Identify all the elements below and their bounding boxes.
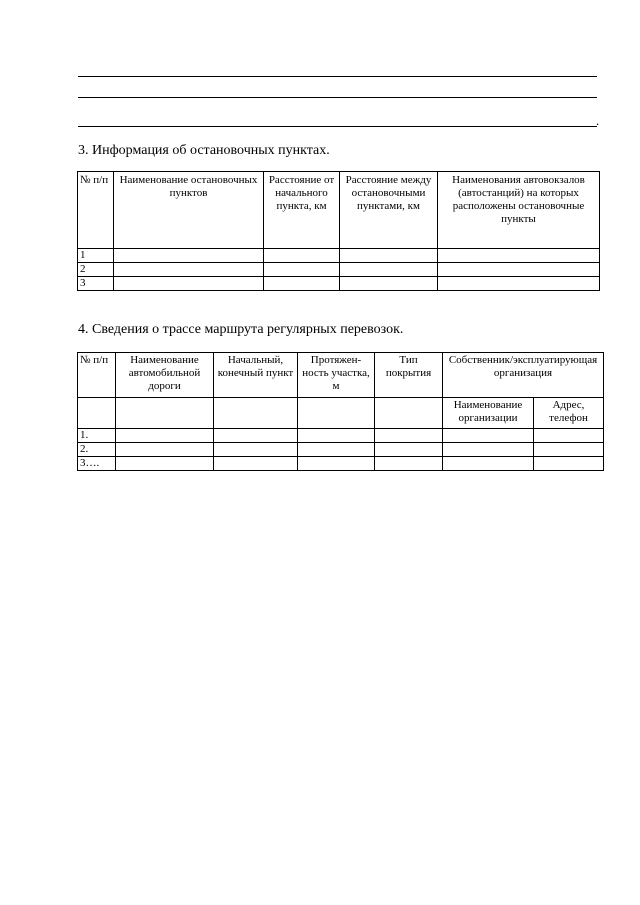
fill-line-3 [78, 126, 597, 127]
line-end-mark: . [596, 113, 600, 128]
row-number: 3 [78, 277, 114, 291]
table-cell [264, 277, 340, 291]
table-cell [375, 443, 443, 457]
table-cell [264, 263, 340, 277]
header-stop-name: Наименование остановочных пунктов [114, 172, 264, 249]
header-road-name: Наименование автомобильной дороги [116, 353, 214, 398]
route-table [77, 352, 604, 471]
header-distance-from-start: Расстояние от начального пункта, км [264, 172, 340, 249]
table-cell [438, 277, 600, 291]
table-cell [114, 249, 264, 263]
table-cell [214, 398, 298, 429]
table-cell [375, 429, 443, 443]
table-row [78, 443, 604, 457]
header-bus-stations: Наименования автовокзалов (автостанций) на которых расположены остановочные пункты [438, 172, 600, 249]
table-cell [438, 263, 600, 277]
table-cell [298, 398, 375, 429]
header-distance-between: Расстояние между остановочными пунктами, км [340, 172, 438, 249]
table-cell [375, 457, 443, 471]
table-cell [340, 277, 438, 291]
table-row [78, 263, 600, 277]
table-cell [298, 429, 375, 443]
table-cell [443, 457, 534, 471]
row-number: 2 [78, 263, 114, 277]
table-cell [116, 429, 214, 443]
table-row [78, 429, 604, 443]
section-3-heading: 3. Информация об остановочных пунктах. [78, 143, 330, 158]
row-number: 1 [78, 249, 114, 263]
row-number: 2. [78, 443, 116, 457]
fill-line-1 [78, 76, 597, 77]
table-cell [116, 443, 214, 457]
table-cell [438, 249, 600, 263]
table-cell [340, 263, 438, 277]
header-surface-type: Тип покрытия [375, 353, 443, 398]
table-cell [114, 277, 264, 291]
table-cell [298, 457, 375, 471]
table-cell [214, 457, 298, 471]
table-cell [116, 457, 214, 471]
table-cell [114, 263, 264, 277]
header-owner-organization: Собственник/эксплуатирующая организация [443, 353, 604, 398]
stops-table [77, 171, 600, 291]
row-number: 1. [78, 429, 116, 443]
header-section-length: Протяжен-ность участка, м [298, 353, 375, 398]
header-number: № п/п [78, 353, 116, 398]
table-cell [116, 398, 214, 429]
table-cell [214, 429, 298, 443]
route-table-header [78, 353, 604, 398]
table-cell [264, 249, 340, 263]
table-cell [534, 443, 604, 457]
stops-table-header [78, 172, 600, 249]
section-4-heading: 4. Сведения о трассе маршрута регулярных перевозок. [78, 322, 404, 337]
subheader-address-phone: Адрес, телефон [534, 398, 604, 429]
table-cell [298, 443, 375, 457]
table-cell [340, 249, 438, 263]
route-table-subheader [78, 398, 604, 429]
table-row [78, 277, 600, 291]
table-row [78, 457, 604, 471]
table-cell [78, 398, 116, 429]
table-cell [443, 443, 534, 457]
header-start-end-point: Начальный, конечный пункт [214, 353, 298, 398]
header-number: № п/п [78, 172, 114, 249]
table-row [78, 249, 600, 263]
table-cell [534, 429, 604, 443]
fill-line-2 [78, 97, 597, 98]
table-cell [534, 457, 604, 471]
table-cell [443, 429, 534, 443]
subheader-organization-name: Наименование организации [443, 398, 534, 429]
table-cell [375, 398, 443, 429]
table-cell [214, 443, 298, 457]
row-number: 3…. [78, 457, 116, 471]
